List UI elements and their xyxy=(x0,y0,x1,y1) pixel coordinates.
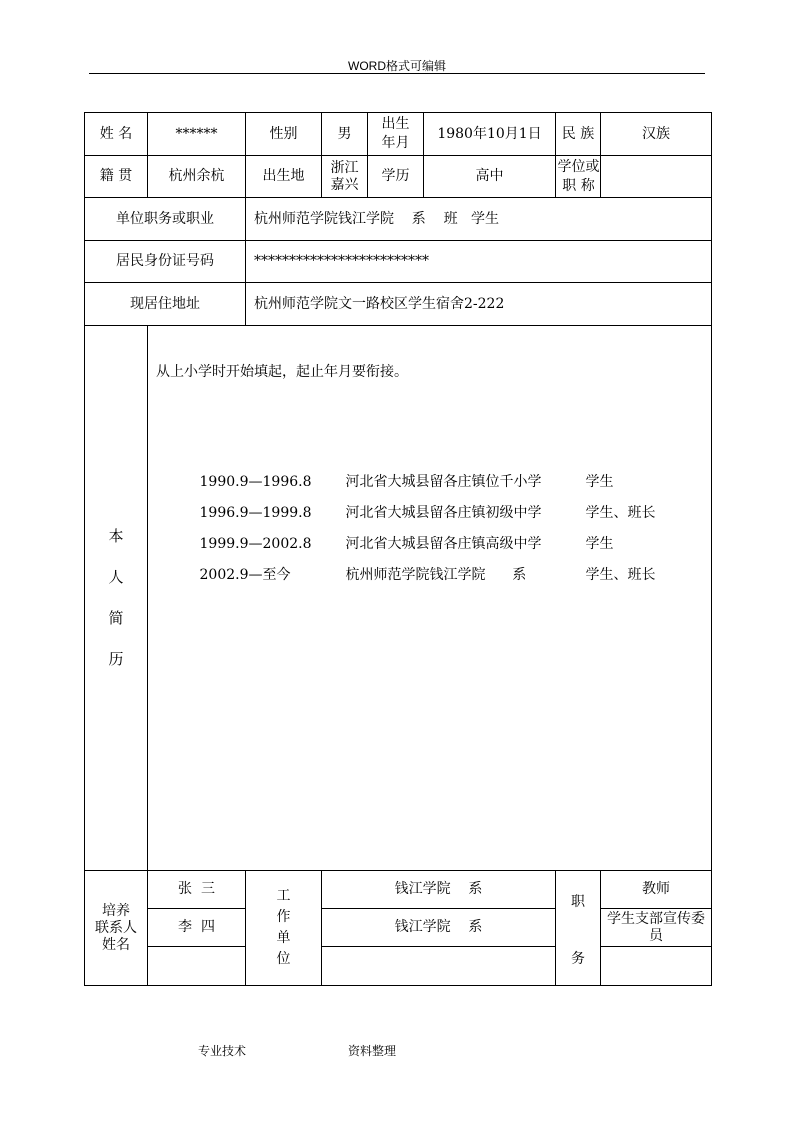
birth-label xyxy=(368,113,424,156)
education-label: 学历 xyxy=(368,156,424,198)
birthplace-label: 出生地 xyxy=(246,156,322,198)
position-label-char: 务 xyxy=(571,951,585,967)
ethnicity-label: 民 族 xyxy=(556,113,601,156)
address-value[interactable]: 杭州师范学院文一路校区学生宿舍2-222 xyxy=(246,283,712,326)
name-value[interactable]: ****** xyxy=(148,113,246,156)
contact-label-line: 联系人 xyxy=(95,919,137,936)
entry-role: 学生、班长 xyxy=(585,505,656,521)
gender-label: 性别 xyxy=(246,113,322,156)
workunit-3[interactable] xyxy=(322,947,556,986)
resume-entry xyxy=(155,550,656,581)
workunit-label-char: 工 xyxy=(276,888,291,904)
resume-form-table xyxy=(84,112,712,986)
resume-note: 从上小学时开始填起，起止年月要衔接。 xyxy=(156,364,408,380)
contact-label xyxy=(85,871,148,986)
entry-dates: 1999.9—2002.8 xyxy=(199,536,312,552)
degree-label-text: 学位或职 称 xyxy=(557,158,600,194)
contact-label-line: 姓名 xyxy=(102,936,130,953)
birth-value[interactable] xyxy=(424,113,556,156)
resume-label-char: 人 xyxy=(108,568,124,586)
workunit-2[interactable]: 钱江学院 系 xyxy=(322,909,556,947)
entry-role: 学生 xyxy=(585,474,614,490)
position-1[interactable]: 教师 xyxy=(601,871,712,909)
resume-entry xyxy=(155,457,656,488)
entry-org: 河北省大城县留各庄镇高级中学 xyxy=(345,536,542,552)
entry-dates: 2002.9—至今 xyxy=(199,567,291,583)
resume-label xyxy=(85,326,148,871)
ethnicity-value[interactable]: 汉族 xyxy=(601,113,712,156)
origin-label: 籍 贯 xyxy=(85,156,148,198)
birth-label-text: 出生年月 xyxy=(381,116,410,151)
contact-name-2[interactable]: 李 四 xyxy=(148,909,246,947)
contact-label-line: 培养 xyxy=(102,902,130,919)
footer-left: 专业技术 xyxy=(198,1044,247,1058)
entry-org: 河北省大城县留各庄镇位千小学 xyxy=(345,474,542,490)
birthplace-value-text: 浙江嘉兴 xyxy=(330,159,359,193)
entry-org: 河北省大城县留各庄镇初级中学 xyxy=(345,505,542,521)
entry-org: 杭州师范学院钱江学院 系 xyxy=(345,567,527,583)
position-label xyxy=(556,871,601,986)
entry-role: 学生、班长 xyxy=(585,567,656,583)
gender-value[interactable]: 男 xyxy=(322,113,368,156)
contact-name-3[interactable] xyxy=(148,947,246,986)
position-3[interactable] xyxy=(601,947,712,986)
resume-entry xyxy=(155,519,656,550)
workunit-1[interactable]: 钱江学院 系 xyxy=(322,871,556,909)
resume-entry xyxy=(155,488,656,519)
workunit-label-char: 单 xyxy=(276,930,291,946)
workunit-label-char: 作 xyxy=(276,909,291,925)
name-label: 姓 名 xyxy=(85,113,148,156)
workunit-label-stack xyxy=(246,886,321,970)
address-label: 现居住地址 xyxy=(85,283,246,326)
resume-content[interactable] xyxy=(148,326,712,871)
footer-right: 资料整理 xyxy=(348,1044,397,1058)
degree-value[interactable] xyxy=(601,156,712,198)
contact-name-1[interactable]: 张 三 xyxy=(148,871,246,909)
position-2[interactable]: 学生支部宣传委员 xyxy=(601,909,712,947)
resume-label-char: 简 xyxy=(108,609,124,627)
workunit-label-char: 位 xyxy=(276,951,291,967)
id-label: 居民身份证号码 xyxy=(85,241,246,283)
birthplace-value[interactable] xyxy=(322,156,368,198)
birth-value-text: 1980年10月1日 xyxy=(437,125,542,142)
resume-label-char: 历 xyxy=(108,650,124,668)
origin-value[interactable]: 杭州余杭 xyxy=(148,156,246,198)
entry-role: 学生 xyxy=(585,536,614,552)
education-value[interactable]: 高中 xyxy=(424,156,556,198)
job-label: 单位职务或职业 xyxy=(85,198,246,241)
id-value[interactable]: ************************* xyxy=(246,241,712,283)
header-rule xyxy=(89,73,705,74)
workunit-label xyxy=(246,871,322,986)
resume-entries xyxy=(155,457,656,581)
position-label-char: 职 xyxy=(571,894,585,910)
entry-dates: 1990.9—1996.8 xyxy=(199,474,312,490)
page-header: WORD格式可编辑 xyxy=(348,59,446,73)
resume-label-char: 本 xyxy=(108,527,124,545)
entry-dates: 1996.9—1999.8 xyxy=(199,505,312,521)
job-value[interactable]: 杭州师范学院钱江学院 系 班 学生 xyxy=(246,198,712,241)
degree-label xyxy=(556,156,601,198)
